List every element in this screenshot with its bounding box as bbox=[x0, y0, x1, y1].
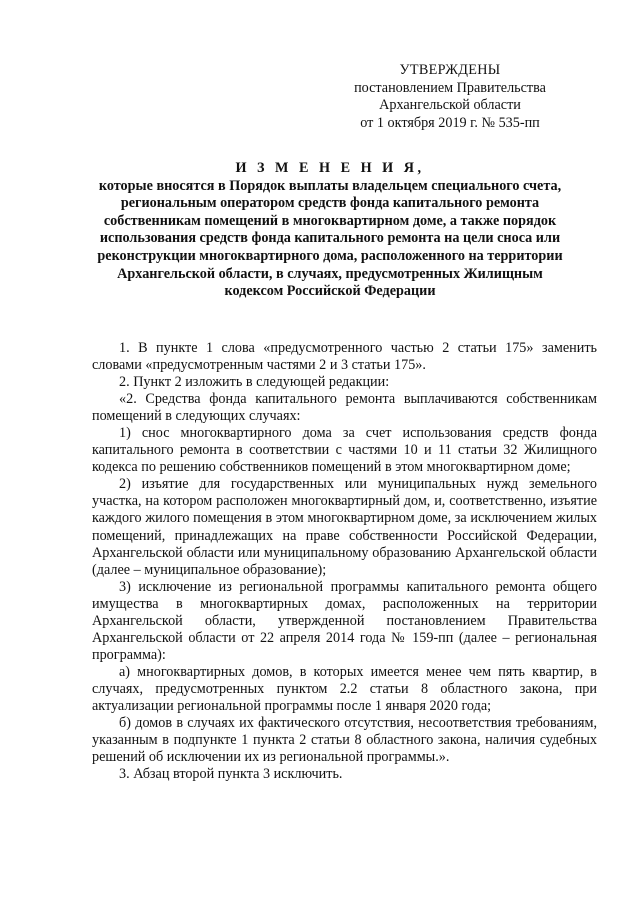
paragraph-4: 1) снос многоквартирного дома за счет использования средств фонда капитального ремонта в соответствии с частями 10 и 11 статьи 32 Жилищного кодекса по решению собственников помещений в этом многоквартирном доме; bbox=[92, 425, 597, 476]
heading-word: И З М Е Н Е Н И Я, bbox=[235, 160, 425, 176]
paragraph-5: 2) изъятие для государственных или муниципальных нужд земельного участка, на котором расположен многоквартирный дом, и, соответственно, изъятие каждого жилого помещения в этом многоквартирном доме, за исключением жилых помещений, принадлежащих на праве собственности Российской Федерации, Архангельской области или муниципальному образованию Архангельской области (далее – муниципальное образование); bbox=[92, 476, 597, 578]
document-body bbox=[92, 340, 597, 783]
paragraph-9: 3. Абзац второй пункта 3 исключить. bbox=[119, 766, 343, 783]
paragraph-2: 2. Пункт 2 изложить в следующей редакции: bbox=[119, 374, 390, 391]
approval-line-2: Архангельской области bbox=[379, 97, 521, 113]
approval-line-3: от 1 октября 2019 г. № 535-пп bbox=[360, 114, 540, 131]
paragraph-1: 1. В пункте 1 слова «предусмотренного частью 2 статьи 175» заменить словами «предусмотренным частями 2 и 3 статьи 175». bbox=[92, 340, 597, 374]
paragraph-3: «2. Средства фонда капитального ремонта выплачиваются собственникам помещений в следующих случаях: bbox=[92, 391, 597, 425]
paragraph-7: а) многоквартирных домов, в которых имеется менее чем пять квартир, в случаях, предусмотренных пунктом 2.2 статьи 8 областного закона, при актуализации региональной программы после 1 января 2020 года; bbox=[92, 663, 597, 714]
paragraph-8: б) домов в случаях их фактического отсутствия, несоответствия требованиям, указанным в подпункте 1 пункта 2 статьи 8 областного закона, наличия судебных решений об исключении их из региональной программы.». bbox=[92, 715, 597, 766]
paragraph-6: 3) исключение из региональной программы капитального ремонта общего имущества в многоквартирных домах, расположенных на территории Архангельской области, утвержденной постановлением Правительства Архангельской области от 22 апреля 2014 года № 159-пп (далее – региональная программа): bbox=[92, 578, 597, 663]
document-heading bbox=[90, 160, 570, 301]
heading-text: которые вносятся в Порядок выплаты владельцем специального счета, региональным оператором средств фонда капитального ремонта собственникам помещений в многоквартирном доме, а также порядок использования средств фонда капитального ремонта на цели сноса или реконструкции многоквартирного дома, расположенного на территории Архангельской области, в случаях, предусмотренных Жилищным кодексом Российской Федерации bbox=[97, 177, 563, 300]
approval-title: УТВЕРЖДЕНЫ bbox=[399, 62, 501, 78]
approval-stamp bbox=[330, 62, 570, 132]
approval-line-1: постановлением Правительства bbox=[354, 79, 546, 96]
